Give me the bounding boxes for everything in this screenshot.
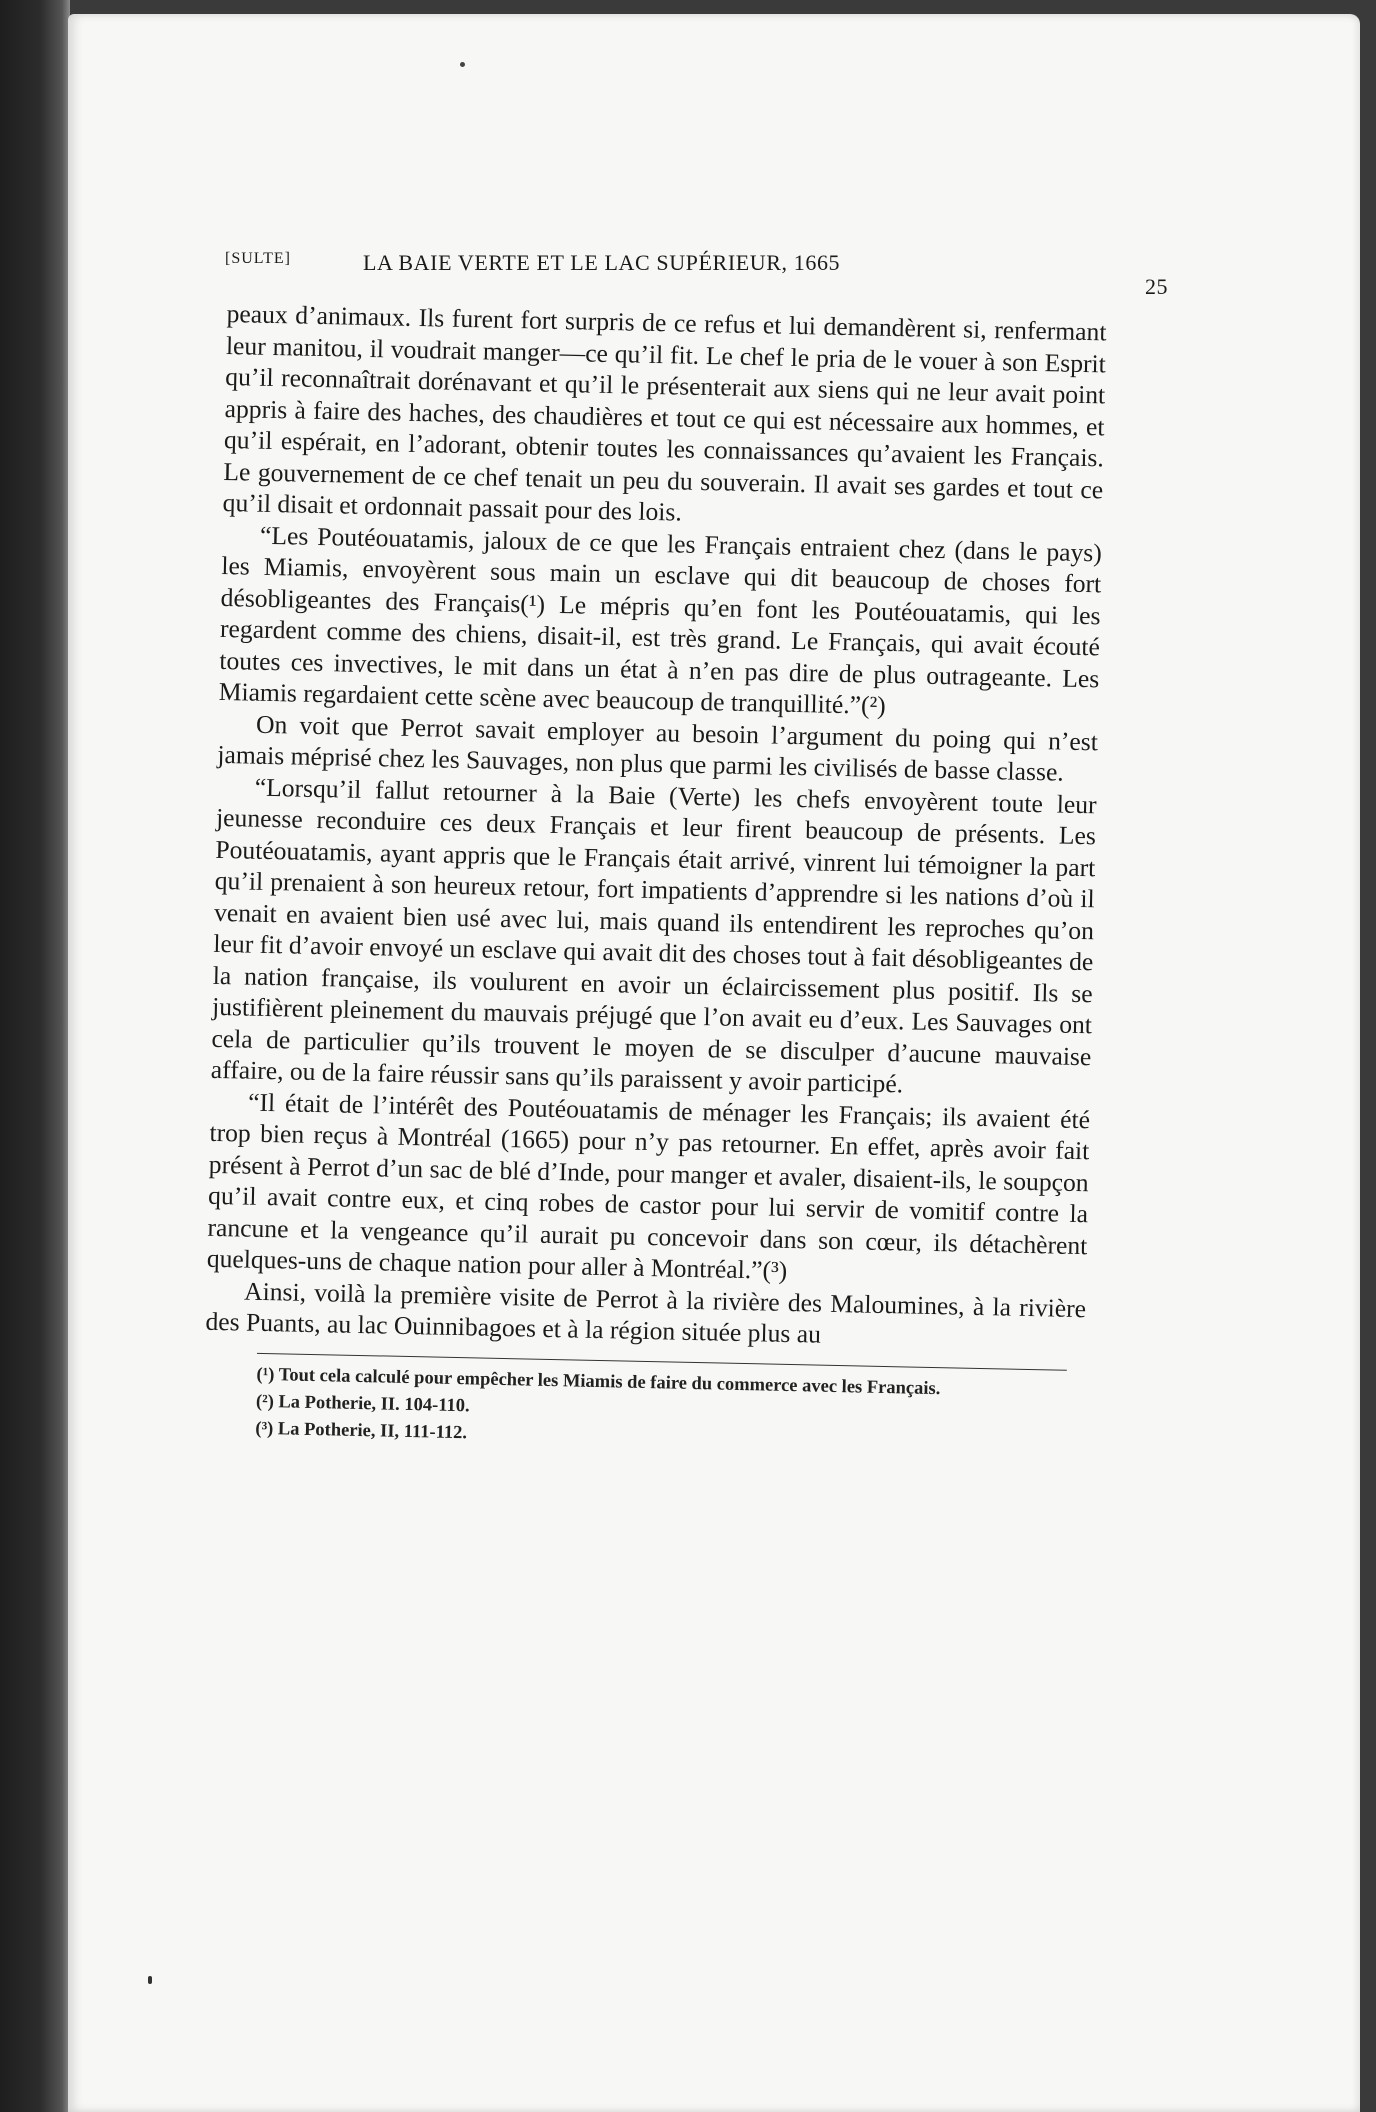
body-text bbox=[205, 298, 1107, 1356]
running-head bbox=[213, 246, 1168, 299]
paragraph: “Lorsqu’il fallut retourner à la Baie (Verte) les chefs envoyèrent toute leur jeunesse reconduire ces deux Français et leur firent beaucoup de présents. Les Poutéouatamis, ayant appris que le Français était arrivé, vinrent lui témoigner la part qu’il prenaient à son heureux retour, fort impatients d’apprendre si les nations d’où il venait en avaient bien usé avec lui, mais quand ils entendirent les reproches qu’on leur fit d’avoir envoyé un esclave qui avait dit des choses tout à fait désobligeantes de la nation française, ils voulurent en avoir un éclaircissement plus positif. Ils se justifièrent pleinement du mauvais préjugé que l’on avait eu d’eux. Les Sauvages ont cela de particulier qu’ils trouvent le moyen de se disculper d’aucune mauvaise affaire, ou de la faire réussir sans qu’ils paraissent y avoir participé. bbox=[210, 772, 1097, 1099]
paragraph: “Les Poutéouatamis, jaloux de ce que les Français entraient chez (dans le pays) les Miamis, envoyèrent sous main un esclave qui dit beaucoup de choses fort désobligeantes des Français(¹) Le mépris qu’en font les Poutéouatamis, qui les regardent comme des chiens, disait-il, est très grand. Le Français, qui avait écouté toutes ces invectives, le mit dans un état à n’en pas dire de plus outrageante. Les Miamis regardaient cette scène avec beaucoup de tranquillité.”(²) bbox=[218, 520, 1103, 720]
footnote: (³) La Potherie, II, 111-112. bbox=[255, 1418, 468, 1443]
footnote: (²) La Potherie, II. 104-110. bbox=[255, 1391, 470, 1416]
paragraph: Ainsi, voilà la première visite de Perrot à la rivière des Maloumines, à la rivière des Puants, au lac Ouinnibagoes et à la région située plus au bbox=[205, 1276, 1087, 1349]
footnote: (¹) Tout cela calculé pour empêcher les Miamis de faire du commerce avec les Français. bbox=[256, 1364, 941, 1399]
margin-mark bbox=[148, 1976, 152, 1984]
ink-speck bbox=[460, 62, 465, 67]
book-page bbox=[68, 14, 1360, 2112]
footnotes bbox=[215, 1352, 1097, 1460]
paragraph: peaux d’animaux. Ils furent fort surpris de ce refus et lui demandèrent si, renfermant leur manitou, il voudrait manger—ce qu’il fit. Le chef le pria de le vouer à son Esprit qu’il reconnaîtrait dorénavant et qu’il le présenterait aux siens qui ne leur avait point appris à faire des haches, des chaudières et tout ce qui est nécessaire aux hommes, et qu’il espérait, en l’adorant, obtenir toutes les connaissances qu’avaient les Français. Le gouvernement de ce chef tenait un peu du souverain. Il avait ses gardes et tout ce qu’il disait et ordonnait passait pour des lois. bbox=[222, 298, 1107, 527]
paragraph: “Il était de l’intérêt des Poutéouatamis de ménager les Français; ils avaient été trop bien reçus à Montréal (1665) pour n’y pas retourner. En effet, après avoir fait présent à Perrot d’un sac de blé d’Inde, pour manger et avaler, disaient-ils, le soupçon qu’il avait contre eux, et cinq robes de castor pour lui servir de vomitif contre la rancune et la vengeance qu’il aurait pu concevoir dans son cœur, ils détachèrent quelques-uns de chaque nation pour aller à Montréal.”(³) bbox=[206, 1087, 1091, 1285]
page-number: 25 bbox=[1145, 274, 1168, 299]
paragraph: On voit que Perrot savait employer au besoin l’argument du poing qui n’est jamais méprisé chez les Sauvages, non plus que parmi les civilisés de basse classe. bbox=[217, 709, 1099, 787]
page-content bbox=[205, 246, 1168, 1443]
running-head-author: [SULTE] bbox=[225, 250, 291, 267]
running-head-title: LA BAIE VERTE ET LE LAC SUPÉRIEUR, 1665 bbox=[363, 250, 841, 275]
left-page-edge bbox=[0, 0, 70, 2112]
